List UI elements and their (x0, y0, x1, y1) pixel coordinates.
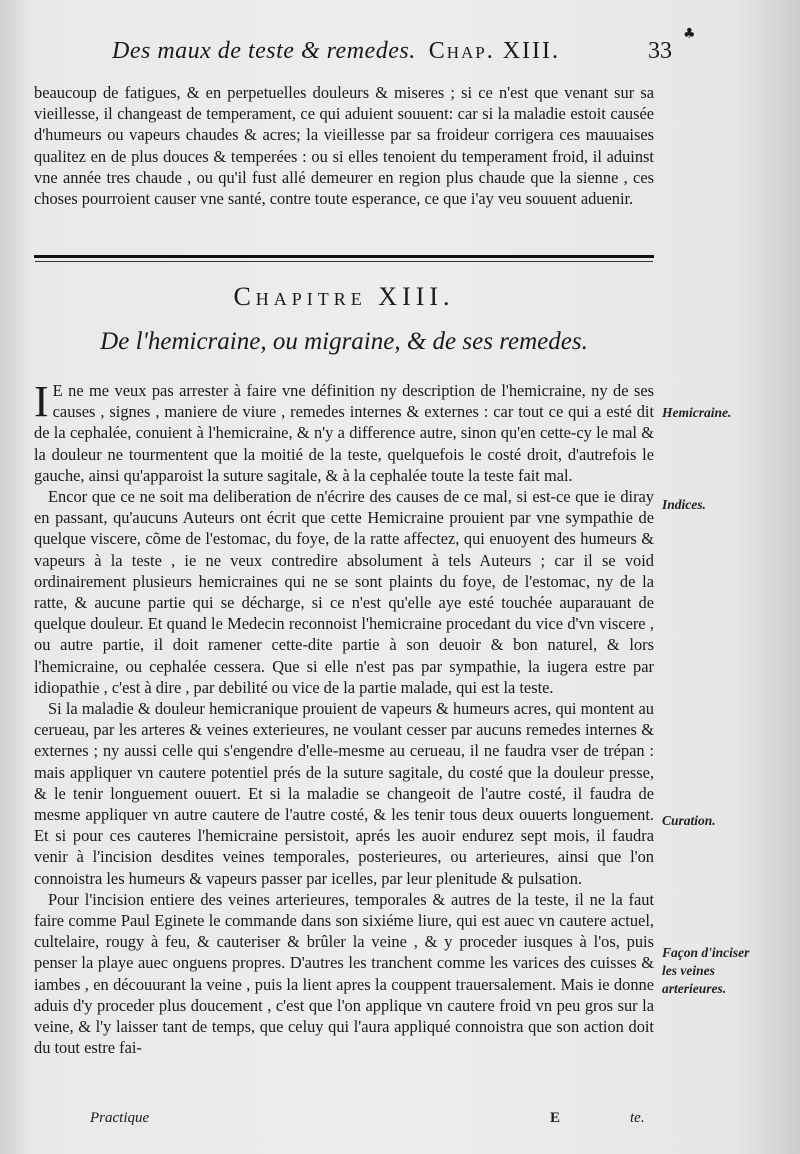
paragraph-4: Pour l'incision entiere des veines arterieures, temporales & autres de la teste, il ne la faut faire comme Paul Eginete le commande dans son sixiéme liure, qui est auec vn cautere actuel, cultelaire, rougy à feu, & cauteriser & brûler la veine , & y proceder iusques à l'os, puis penser la playe auec onguens propres. D'autres les tranchent comme les varices des cuisses & iambes , en découurant la veine , puis la lient apres la couppent trauersalement. Mais ie donne aduis d'y proceder plus doucement , c'est que l'on applique vn cautere froid vn peu gros sur la veine, & l'y laisser tant de temps, que celuy qui l'aura appliqué connoistra que son action doit du tout estre fai- (34, 889, 654, 1058)
corner-ornament: ♣ (683, 26, 696, 42)
carryover-paragraph: beaucoup de fatigues, & en perpetuelles douleurs & miseres ; si ce n'est que venant sur sa vieillesse, il changeast de temperament, ce qui aduient souuent: car si la maladie estoit causée d'humeurs ou vapeurs chaudes & acres; la vieillesse par sa froideur corrigera ces mauuaises qualitez en de plus douces & temperées : ou si elles tenoient du temperament froid, il aduinst vne année tres chaude , ou qu'il fust allé demeurer en region plus chaude que la sienne , ces choses pourroient causer vne santé, contre toute esperance, ce que i'ay veu souuent aduenir. (34, 83, 654, 209)
chapter-heading: Chapitre XIII. (233, 282, 455, 311)
paragraph-1-text: E ne me veux pas arrester à faire vne définition ny description de l'hemicraine, ny de ses causes , signes , maniere de viure , remedes internes & externes : car tout ce qui a esté dit de la cephalée, conuient à l'hemicraine, & n'y a difference autre, sinon qu'en cette-cy le mal & la douleur ne tourmentent que la moitié de la teste, quelquefois le costé droit, d'autrefois le gauche, ainsi qu'apparoist la suture sagitale, & à la cephalée toute la teste fait mal. (34, 381, 654, 485)
running-header (112, 38, 672, 78)
margin-note-hemicraine: Hemicraine. (662, 405, 732, 420)
margin-note-indices: Indices. (662, 497, 706, 512)
drop-cap: I (34, 377, 49, 426)
paragraph-1 (34, 377, 654, 486)
signature-mark: E (550, 1110, 561, 1126)
running-title-text: Des maux de teste & remedes. (112, 38, 416, 64)
chapter-divider-rule (34, 255, 654, 258)
chapter-label: Chap. XIII. (428, 38, 561, 64)
margin-note-facon: Façon d'inciser les veines arterieures. (662, 945, 750, 996)
paragraph-3: Si la maladie & douleur hemicranique prouient de vapeurs & humeurs acres, qui montent au cerueau, par les arteres & veines exterieures, ne voulant cesser par aucuns remedes internes & externes ; ny aussi celle qui s'engendre d'elle-mesme au cerueau, il ne faudra vser de trépan : mais appliquer vn cautere potentiel prés de la suture sagitale, du costé que la douleur presse, & le tenir longuement ouuert. Et si la maladie se changeoit de l'autre costé, il faudra de mesme appliquer vn autre cautere de l'autre costé, & les tenir tous deux ouuerts longuement. Et si pour ces cauteres l'hemicraine persistoit, aprés les auoir endurez sept mois, il faudra venir à l'incision desdites veines temporales, posterieures, ou arterieures, ainsi que l'on connoistra les humeurs & vapeurs passer par icelles, par leur plenitude & pulsation. (34, 699, 654, 888)
chapter-body (34, 377, 654, 1059)
paragraph-2: Encor que ce ne soit ma deliberation de n'écrire des causes de ce mal, si est-ce que ie diray en passant, qu'aucuns Auteurs ont écrit que cette Hemicraine prouient par vne sympathie de quelque viscere, cõme de l'estomac, du foye, de la ratte affectez, qui enuoyent des humeurs & vapeurs à la teste , ie ne veux contredire absolument à tels Auteurs ; car il se void ordinairement plusieurs hemicraines qui ne se sont plaints du foye, de l'estomac, ny de la ratte, & aucune partie qui se décharge, si ce n'est qu'elle aye esté touchée auparauant de quelque douleur. Et quand le Medecin reconnoist l'hemicraine procedant du vice d'vn viscere , ou autre partie, il doit ramener cette-dite partie à son deuoir & bon naturel, & lors l'hemicraine, ou cephalée cessera. Que si elle n'est pas par sympathie, la iugera estre par idiopathie , c'est à dire , par debilité ou vice de la partie malade, qui est la teste. (34, 487, 654, 697)
margin-note-curation: Curation. (662, 813, 716, 828)
page-number: 33 (648, 38, 672, 64)
chapter-subtitle: De l'hemicraine, ou migraine, & de ses remedes. (100, 328, 588, 355)
next-page-word: te. (630, 1110, 645, 1126)
page-footer (90, 1110, 660, 1134)
catchword: Practique (90, 1110, 150, 1126)
running-title (112, 38, 560, 65)
